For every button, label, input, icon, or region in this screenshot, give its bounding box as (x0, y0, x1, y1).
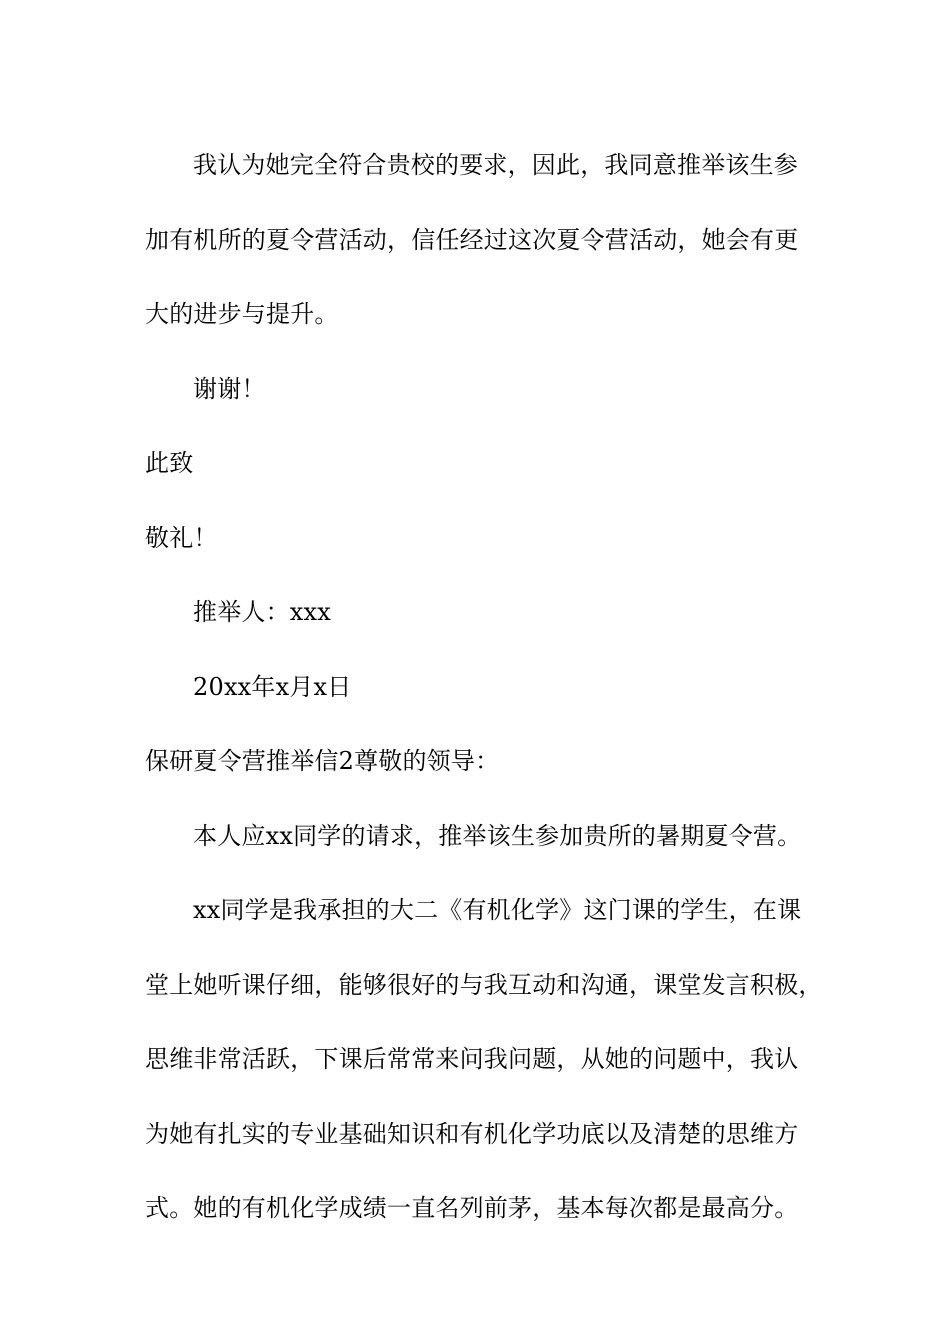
text-line: 为她有扎实的专业基础知识和有机化学功底以及清楚的思维方 (145, 1119, 799, 1148)
text-line: 我认为她完全符合贵校的要求，因此，我同意推举该生参 (193, 151, 798, 179)
section-heading: 保研夏令营推举信2尊敬的领导： (145, 747, 500, 775)
text-line: 式。她的有机化学成绩一直名列前茅，基本每次都是最高分。 (145, 1194, 799, 1222)
text-line: xx同学是我承担的大二《有机化学》这门课的学生，在课 (193, 896, 802, 924)
text-line: 推举人：xxx (193, 598, 332, 626)
text-line: 大的进步与提升。 (145, 300, 339, 328)
text-line: 敬礼！ (145, 523, 218, 552)
text-line: 加有机所的夏令营活动，信任经过这次夏令营活动，她会有更 (145, 225, 799, 254)
text-line: 20xx年x月x日 (193, 672, 352, 701)
document-page (145, 128, 825, 1246)
text-line: 思维非常活跃，下课后常常来问我问题，从她的问题中，我认 (145, 1045, 799, 1073)
text-line: 本人应xx同学的请求，推举该生参加贵所的暑期夏令营。 (193, 821, 802, 850)
text-line: 堂上她听课仔细，能够很好的与我互动和沟通，课堂发言积极， (145, 970, 823, 999)
text-line: 谢谢！ (193, 374, 266, 403)
text-line: 此致 (145, 449, 194, 477)
